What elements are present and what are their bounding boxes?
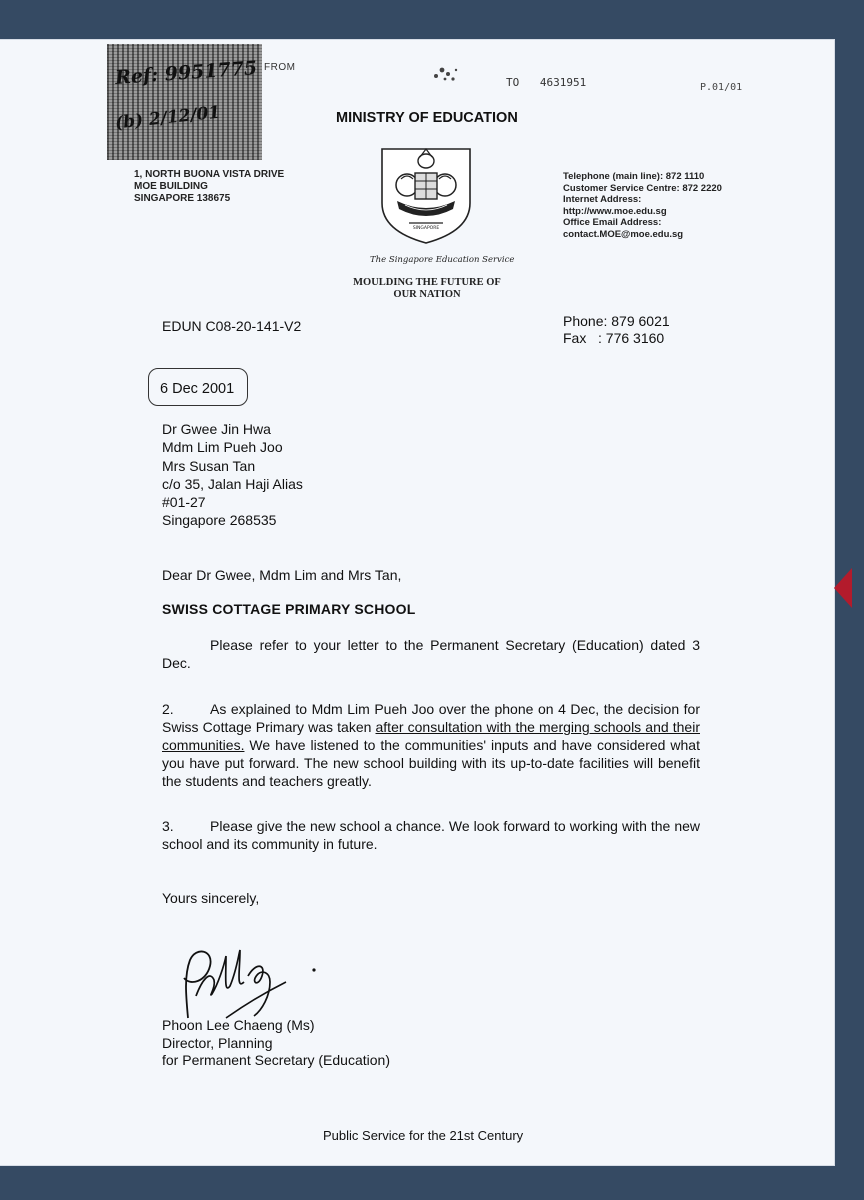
contact-line: Customer Service Centre: 872 2220 [563,182,722,194]
motto-line: OUR NATION [393,289,461,300]
paragraph-2-number: 2. [162,701,174,717]
fax-to-label: TO [506,76,520,89]
ministry-contact [563,171,722,240]
ministry-motto [344,277,510,301]
phone-line: Phone: 879 6021 [563,313,670,329]
contact-line: Telephone (main line): 872 1110 [563,171,705,182]
recipient-line: #01-27 [162,494,206,511]
signatory-block [162,1017,390,1070]
fax-from-label: FROM [264,62,296,73]
reference-number: EDUN C08-20-141-V2 [162,318,302,334]
salutation: Dear Dr Gwee, Mdm Lim and Mrs Tan, [162,567,402,583]
recipient-address [162,420,303,530]
contact-email: contact.MOE@moe.edu.sg [563,228,684,240]
stamp-handwriting-date: (b) 2/12/01 [114,102,222,134]
red-edge-mark [834,568,852,608]
education-service-tagline: The Singapore Education Service [370,255,515,265]
recipient-line: Singapore 268535 [162,512,277,529]
recipient-line: Dr Gwee Jin Hwa [162,421,271,437]
fax-line: Fax : 776 3160 [563,330,665,346]
paragraph-2-text-cont: We have listened to the communities' inputs and have considered what you have put forward. The new school building with its up-to-date facilities will benefit the students and teachers greatly. [162,737,700,789]
paragraph-3 [162,817,700,853]
letter-date: 6 Dec 2001 [160,381,235,397]
recipient-line: c/o 35, Jalan Haji Alias [162,475,303,492]
fax-page-count: P.01/01 [700,82,743,93]
contact-line: Internet Address: [563,194,642,205]
address-line: SINGAPORE 138675 [134,193,231,204]
letter-subject: SWISS COTTAGE PRIMARY SCHOOL [162,601,416,617]
paragraph-3-number: 3. [162,818,174,834]
crest-caption: SINGAPORE [412,226,440,231]
ministry-title: MINISTRY OF EDUCATION [336,110,518,126]
handwritten-signature [166,936,316,1026]
stamp-handwriting-ref: Ref: 9951775 [114,57,258,89]
contact-line: Office Email Address: [563,217,662,228]
closing: Yours sincerely, [162,890,260,906]
received-stamp [107,44,262,160]
paragraph-3-text: Please give the new school a chance. We look forward to working with the new school and its community in future. [162,818,700,852]
fax-emblem-mark [428,64,462,84]
moe-crest-icon [379,145,473,245]
recipient-line: Mrs Susan Tan [162,457,256,474]
paragraph-1 [162,636,700,672]
paragraph-2-underlined: after consultation with the merging schools and their communities. [162,719,700,753]
address-line: 1, NORTH BUONA VISTA DRIVE [134,169,285,180]
paragraph-1-text: Please refer to your letter to the Permanent Secretary (Education) dated 3 Dec. [162,637,700,671]
ministry-address [134,169,284,205]
contact-website: http://www.moe.edu.sg [563,205,667,217]
fax-to-value: 4631951 [539,76,587,89]
recipient-line: Mdm Lim Pueh Joo [162,439,283,456]
sender-phone-fax [563,313,670,347]
address-line: MOE BUILDING [134,181,208,192]
paragraph-2 [162,700,700,790]
signatory-name: Phoon Lee Chaeng (Ms) [162,1017,315,1033]
signatory-title: Director, Planning [162,1034,273,1051]
letter-footer: Public Service for the 21st Century [323,1128,524,1143]
paragraph-2-text: As explained to Mdm Lim Pueh Joo over the phone on 4 Dec, the decision for Swiss Cottage Primary was taken [162,701,700,735]
signatory-on-behalf: for Permanent Secretary (Education) [162,1052,390,1068]
fax-to-number [506,76,586,89]
motto-line: MOULDING THE FUTURE OF [353,277,501,288]
